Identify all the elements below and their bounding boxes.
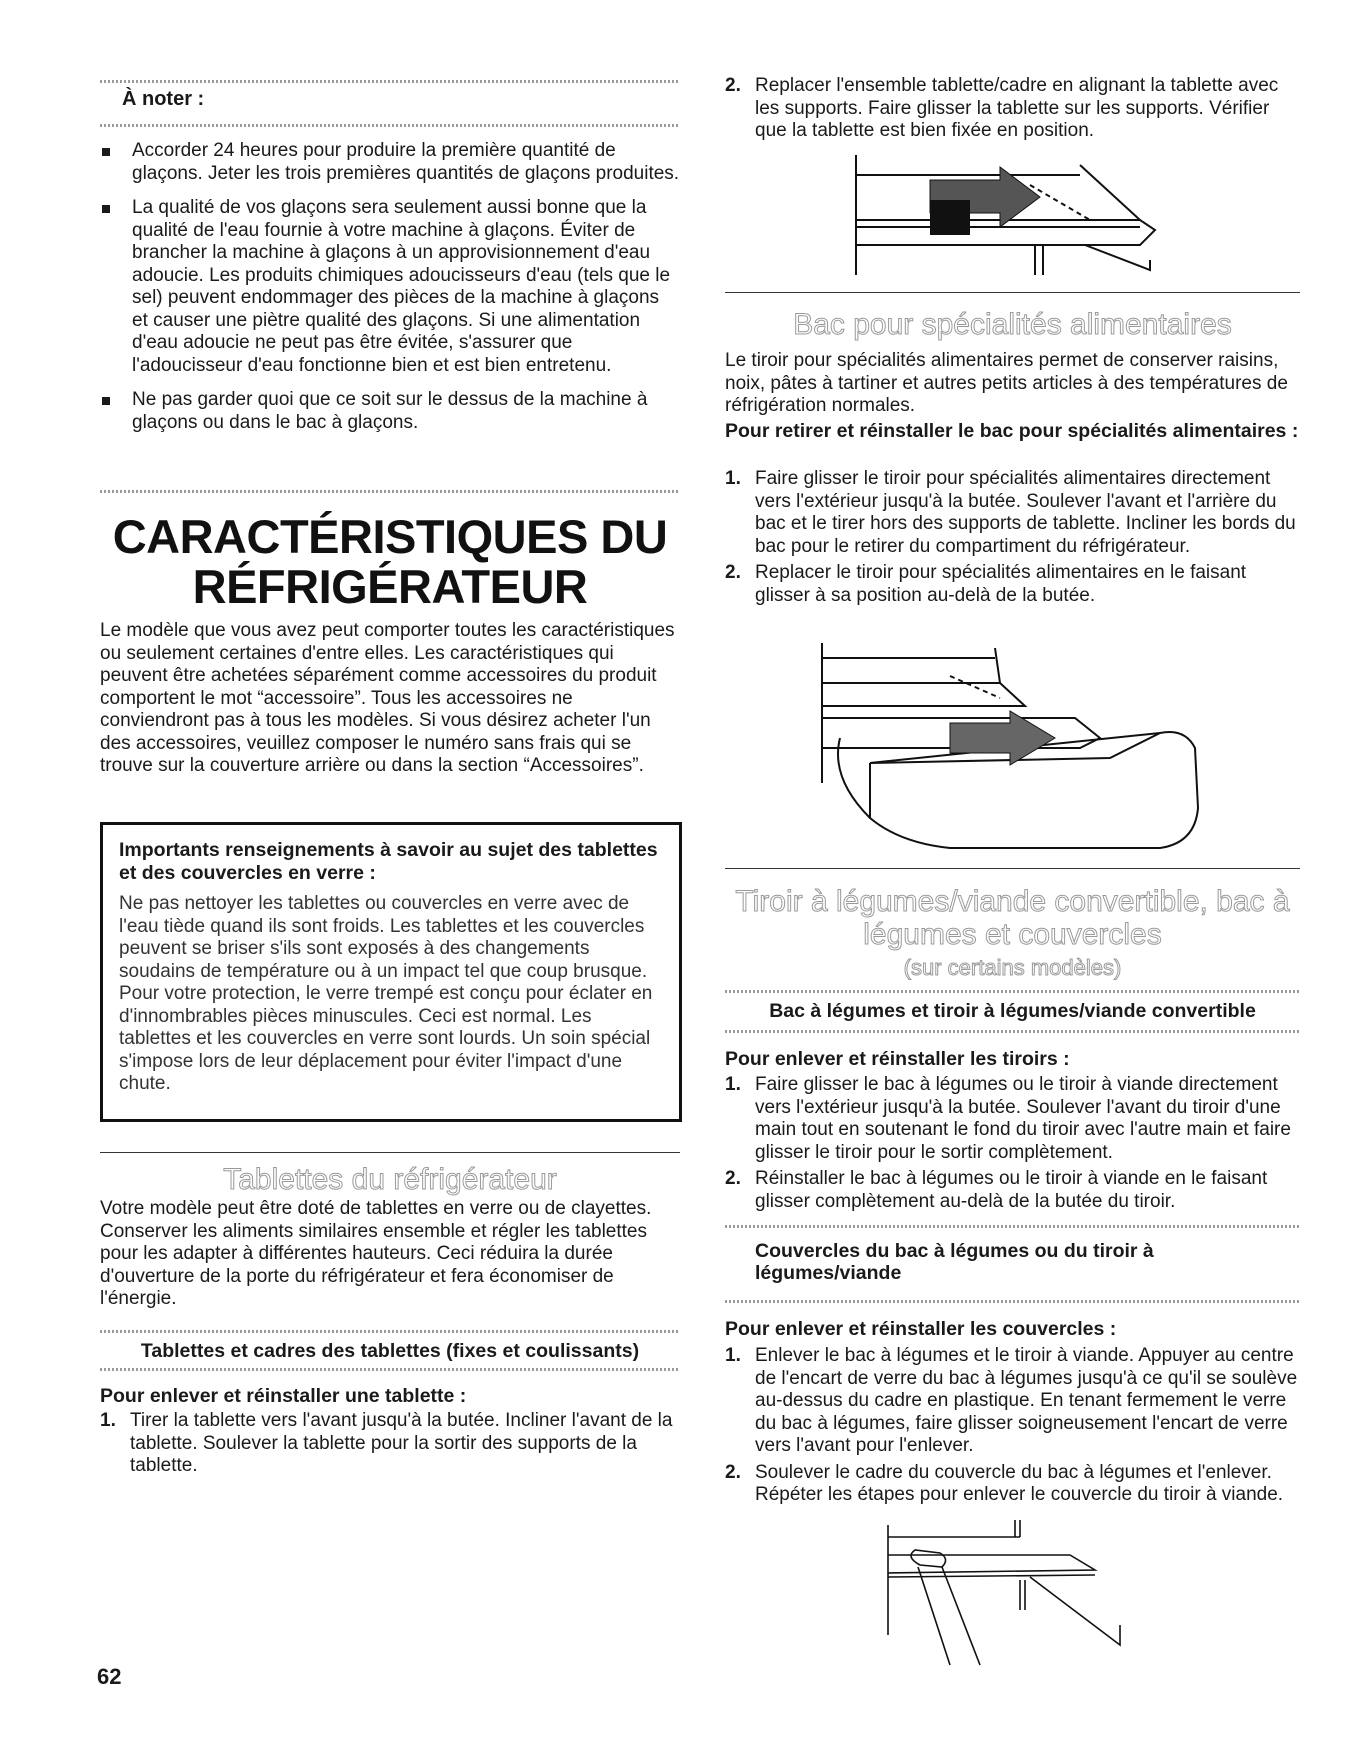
specialty-steps: [725, 468, 1300, 609]
list-item: 2. Replacer le tiroir pour spécialités alimentaires en le faisant glisser à sa position au-delà de la butée.: [725, 562, 1247, 606]
divider: [725, 1225, 1300, 1228]
list-item: 2. Réinstaller le bac à légumes ou le tiroir à viande en le faisant glisser complètement au-delà de la butée du tiroir.: [725, 1168, 1268, 1212]
bullet-square-icon: [102, 148, 110, 156]
bullet-square-icon: [102, 397, 110, 405]
section-rule: [100, 1152, 680, 1153]
important-notice-box: [100, 822, 682, 1122]
list-item: 1. Tirer la tablette vers l'avant jusqu'à la butée. Incliner l'avant de la tablette. Soulever la tablette pour la sortir des supports de la tablette.: [100, 1410, 673, 1476]
crisper-steps: [725, 1074, 1300, 1215]
list-item: 1. Faire glisser le tiroir pour spécialités alimentaires directement vers l'extérieur jusqu'à la butée. Soulever l'avant et l'arrière du bac et le tirer hors des supports de tablette. Incliner les bords du bac pour le retirer du compartiment du réfrigérateur.: [725, 468, 1296, 557]
section-rule: [725, 868, 1300, 869]
intro-paragraph: Le modèle que vous avez peut comporter toutes les caractéristiques ou seulement certaines d'entre elles. Les caractéristiques qui peuvent être achetées séparément comme accessoires du produit comportent le mot “accessoire”. Tous les accessoires ne conviendront pas à tous les modèles. Si vous désirez acheter l'un des accessoires, veuillez composer le numéro sans frais qui se trouve sur la couverture arrière ou dans la section “Accessoires”.: [100, 620, 675, 776]
list-item: La qualité de vos glaçons sera seulement aussi bonne que la qualité de l'eau fournie à votre machine à glaçons. Éviter de brancher la machine à glaçons à un approvisionnement d'eau adoucie. Les produits chimiques adoucisseurs d'eau (tels que le sel) peuvent endommager des pièces de la machine à glaçons et causer une piètre qualité des glaçons. Si une alimentation d'eau adoucie ne peut pas être évitée, s'assurer que l'adoucisseur d'eau fonctionne bien et est bien entretenu.: [100, 197, 680, 377]
specialty-paragraph: Le tiroir pour spécialités alimentaires permet de conserver raisins, noix, pâtes à tartiner et autres petits articles à des températures de réfrigération normales.: [725, 350, 1288, 416]
shelf-steps-left: [100, 1410, 680, 1480]
note-title: À noter :: [122, 88, 205, 110]
notice-title: Importants renseignements à savoir au sujet des tablettes et des couvercles en verre :: [119, 839, 658, 884]
page-title: CARACTÉRISTIQUES DU RÉFRIGÉRATEUR: [112, 510, 668, 613]
procedure-title-shelf: Pour enlever et réinstaller une tablette :: [100, 1385, 467, 1407]
section-heading-crisper-line1: Tiroir à légumes/viande convertible, bac à: [735, 885, 1290, 918]
procedure-title-specialty: Pour retirer et réinstaller le bac pour spécialités alimentaires :: [725, 420, 1299, 442]
list-item: 2. Replacer l'ensemble tablette/cadre en alignant la tablette avec les supports. Faire glisser la tablette sur les supports. Vérifier que la tablette est bien fixée en position.: [725, 75, 1279, 141]
list-item: Accorder 24 heures pour produire la première quantité de glaçons. Jeter les trois premières quantités de glaçons produites.: [100, 140, 680, 185]
section-heading-crisper-line2: légumes et couvercles: [863, 918, 1162, 951]
subheading-crisper: Bac à légumes et tiroir à légumes/viande convertible: [769, 1000, 1256, 1022]
divider: [725, 1300, 1300, 1303]
divider: [725, 990, 1300, 993]
subheading-covers: Couvercles du bac à légumes ou du tiroir à légumes/viande: [755, 1240, 1154, 1284]
specialty-drawer-illustration: [810, 628, 1210, 853]
list-item: 2. Soulever le cadre du couvercle du bac à légumes et l'enlever. Répéter les étapes pour enlever le couvercle du tiroir à viande.: [725, 1461, 1284, 1505]
bullet-square-icon: [102, 205, 110, 213]
divider: [100, 490, 680, 493]
section-heading-crisper-note: (sur certains modèles): [903, 955, 1122, 980]
note-bullets: [100, 140, 680, 446]
notice-body: Ne pas nettoyer les tablettes ou couvercles en verre avec de l'eau tiède quand ils sont froids. Les tablettes et les couvercles peuvent se briser s'ils sont exposés à des changements soudains de température ou à un impact tel que coup brusque. Pour votre protection, le verre trempé est conçu pour éclater en d'innombrables pièces minuscules. Ceci est normal. Les tablettes et les couvercles en verre sont lourds. Un soin spécial s'impose lors de leur déplacement pour éviter l'impact d'une chute.: [119, 893, 653, 1094]
subheading-shelf-frames: Tablettes et cadres des tablettes (fixes et coulissants): [140, 1340, 640, 1362]
covers-steps: [725, 1345, 1300, 1509]
shelf-illustration: [850, 145, 1180, 285]
procedure-title-covers: Pour enlever et réinstaller les couvercles :: [725, 1318, 1117, 1340]
section-heading-specialty: Bac pour spécialités alimentaires: [793, 308, 1232, 341]
list-item: 1. Faire glisser le bac à légumes ou le tiroir à viande directement vers l'extérieur jusqu'à la butée. Soulever l'avant du tiroir d'une main tout en soutenant le fond du tiroir avec l'autre main et faire glisser le tiroir pour le sortir complètement.: [725, 1074, 1291, 1163]
list-item: 1. Enlever le bac à légumes et le tiroir à viande. Appuyer au centre de l'encart de verre du bac à légumes jusqu'à ce qu'il se soulève au-dessus du cadre en plastique. En tenant fermement le verre du bac à légumes, faire glisser soigneusement l'encart de verre vers l'avant pour l'enlever.: [725, 1345, 1298, 1456]
list-item: Ne pas garder quoi que ce soit sur le dessus de la machine à glaçons ou dans le bac à glaçons.: [100, 389, 680, 434]
divider: [100, 1330, 680, 1333]
divider: [100, 1368, 680, 1371]
divider: [100, 80, 680, 83]
procedure-title-crisper: Pour enlever et réinstaller les tiroirs :: [725, 1048, 1070, 1070]
page-number: 62: [97, 1664, 122, 1689]
divider: [725, 1030, 1300, 1033]
divider: [100, 124, 680, 127]
section-rule: [725, 292, 1300, 293]
crisper-cover-illustration: [880, 1515, 1140, 1675]
section-heading-shelves: Tablettes du réfrigérateur: [223, 1163, 557, 1196]
shelf-steps-right: [725, 75, 1300, 145]
shelves-paragraph: Votre modèle peut être doté de tablettes en verre ou de clayettes. Conserver les aliments similaires ensemble et régler les tablettes pour les adapter à différentes hauteurs. Ceci réduira la durée d'ouverture de la porte du réfrigérateur et fera économiser de l'énergie.: [100, 1198, 652, 1309]
